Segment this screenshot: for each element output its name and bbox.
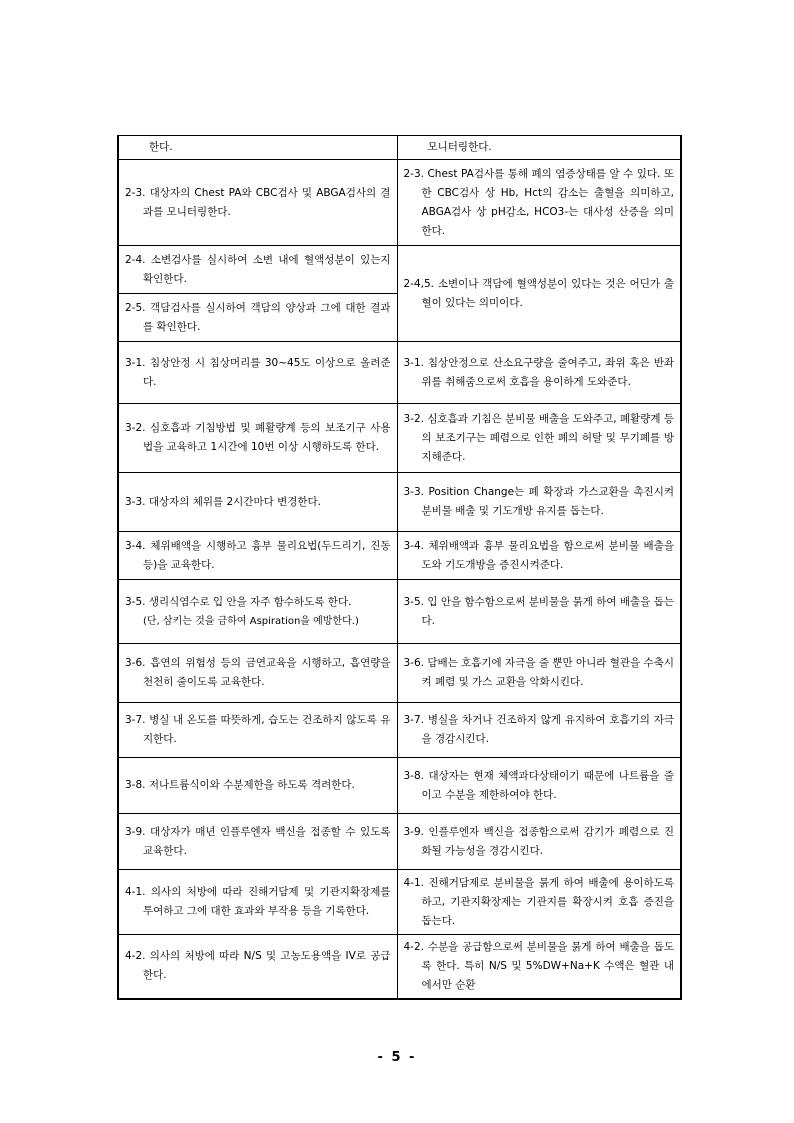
rationale-text: 3-3. Position Change는 폐 확장과 가스교환을 촉진시켜 분비물 배출 및 기도개방 유지를 돕는다. <box>403 486 674 517</box>
intervention-text: 3-5. 생리식염수로 입 안을 자주 함수하도록 한다. <box>125 595 352 608</box>
intervention-cell <box>118 294 397 342</box>
intervention-text: 2-5. 객담검사를 실시하여 객담의 양상과 그에 대한 결과를 확인한다. <box>125 301 391 333</box>
intervention-cell <box>118 935 397 999</box>
intervention-cell <box>118 246 397 294</box>
intervention-cell <box>118 160 397 246</box>
intervention-cell: 한다. <box>118 136 397 160</box>
rationale-cell <box>397 870 681 935</box>
rationale-cell <box>397 246 681 342</box>
table-row <box>118 136 681 160</box>
intervention-text: 3-8. 저나트륨식이와 수분제한을 하도록 격려한다. <box>125 779 355 791</box>
intervention-text: 3-6. 흡연의 위험성 등의 금연교육을 시행하고, 흡연량을 천천히 줄이도록 교육한다. <box>125 657 391 688</box>
table-row <box>118 644 681 703</box>
rationale-text: 4-2. 수분을 공급함으로써 분비물을 묽게 하여 배출을 돕도록 한다. 특히 N/S 및 5%DW+Na+K 수액은 혈관 내에서만 순환 <box>403 940 674 991</box>
intervention-text: 4-2. 의사의 처방에 따라 N/S 및 고농도용액을 IV로 공급한다. <box>125 950 391 982</box>
table-row <box>118 246 681 294</box>
table-row <box>118 160 681 246</box>
table-row <box>118 758 681 814</box>
intervention-text: 2-4. 소변검사를 실시하여 소변 내에 혈액성분이 있는지 확인한다. <box>125 253 391 285</box>
intervention-text: 3-2. 심호흡과 기침방법 및 폐활량계 등의 보조기구 사용법을 교육하고 1시간에 10번 이상 시행하도록 한다. <box>125 422 391 453</box>
intervention-cell <box>118 532 397 580</box>
table-row <box>118 703 681 758</box>
intervention-text: 3-7. 병실 내 온도를 따뜻하게, 습도는 건조하지 않도록 유지한다. <box>125 714 391 745</box>
rationale-cell <box>397 342 681 404</box>
intervention-text: 3-9. 대상자가 매년 인플루엔자 백신을 접종할 수 있도록 교육한다. <box>125 825 391 857</box>
rationale-text: 3-4. 체위배액과 흉부 물리요법을 함으로써 분비물 배출을 도와 기도개방을 증진시켜준다. <box>403 539 674 571</box>
rationale-text: 3-7. 병실을 차거나 건조하지 않게 유지하여 호흡기의 자극을 경감시킨다. <box>403 714 674 745</box>
table-row <box>118 870 681 935</box>
intervention-cell <box>118 644 397 703</box>
page-number: - 5 - <box>377 1050 417 1065</box>
intervention-text: 3-3. 대상자의 체위를 2시간마다 변경한다. <box>125 495 322 508</box>
table-row <box>118 814 681 870</box>
rationale-cell <box>397 580 681 644</box>
rationale-text: 3-5. 입 안을 함수함으로써 분비물을 묽게 하여 배출을 돕는다. <box>403 595 674 627</box>
intervention-note: (단, 삼키는 것을 금하여 Aspiration을 예방한다.) <box>143 615 359 627</box>
table-row <box>118 342 681 404</box>
care-plan-table <box>117 135 682 1000</box>
rationale-cell <box>397 758 681 814</box>
rationale-text: 2-4,5. 소변이나 객담에 혈액성분이 있다는 것은 어딘가 출혈이 있다는 의미이다. <box>403 277 674 309</box>
rationale-cell <box>397 814 681 870</box>
intervention-text: 3-1. 침상안정 시 침상머리를 30~45도 이상으로 올려준다. <box>125 356 391 388</box>
rationale-text: 3-6. 담배는 호흡기에 자극을 줄 뿐만 아니라 혈관을 수축시켜 폐렴 및 가스 교환을 악화시킨다. <box>403 657 674 688</box>
rationale-cell <box>397 404 681 473</box>
rationale-cell <box>397 160 681 246</box>
intervention-cell <box>118 703 397 758</box>
rationale-text: 3-9. 인플루엔자 백신을 접종함으로써 감기가 폐렴으로 진화될 가능성을 경감시킨다. <box>403 825 674 857</box>
intervention-cell <box>118 870 397 935</box>
intervention-text: 3-4. 체위배액을 시행하고 흉부 물리요법(두드리기, 진동 등)을 교육한다. <box>125 539 391 571</box>
table-row <box>118 532 681 580</box>
rationale-text: 3-1. 침상안정으로 산소요구량을 줄여주고, 좌위 혹은 반좌위를 취해줌으로써 호흡을 용이하게 도와준다. <box>403 356 674 388</box>
rationale-text: 3-2. 심호흡과 기침은 분비물 배출을 도와주고, 폐활량계 등의 보조기구는 폐렴으로 인한 폐의 허탈 및 무기폐를 방지해준다. <box>403 412 674 463</box>
table-row <box>118 580 681 644</box>
table-row <box>118 473 681 532</box>
rationale-cell: 모니터링한다. <box>397 136 681 160</box>
intervention-cell <box>118 580 397 644</box>
rationale-cell <box>397 703 681 758</box>
table-row <box>118 404 681 473</box>
rationale-cell <box>397 532 681 580</box>
rationale-cell <box>397 644 681 703</box>
rationale-cell <box>397 473 681 532</box>
rationale-text: 3-8. 대상자는 현재 체액과다상태이기 때문에 나트륨을 줄이고 수분을 제한하여야 한다. <box>403 769 674 801</box>
table-row <box>118 935 681 999</box>
intervention-cell <box>118 814 397 870</box>
rationale-cell <box>397 935 681 999</box>
intervention-text: 2-3. 대상자의 Chest PA와 CBC검사 및 ABGA검사의 결과를 모니터링한다. <box>125 186 391 218</box>
rationale-text: 2-3. Chest PA검사를 통해 폐의 염증상태를 알 수 있다. 또한 CBC검사 상 Hb, Hct의 감소는 출혈을 의미하고, ABGA검사 상 pH감소, HCO3-는 대사성 산증을 의미한다. <box>403 167 674 237</box>
rationale-text: 4-1. 진해거담제로 분비물을 묽게 하여 배출에 용이하도록 하고, 기관지확장제는 기관지를 확장시켜 호흡 증진을 돕는다. <box>403 876 674 927</box>
intervention-text: 4-1. 의사의 처방에 따라 진해거담제 및 기관지확장제를 투여하고 그에 대한 효과와 부작용 등을 기록한다. <box>125 886 391 917</box>
intervention-cell <box>118 473 397 532</box>
intervention-cell <box>118 758 397 814</box>
intervention-cell <box>118 342 397 404</box>
intervention-cell <box>118 404 397 473</box>
